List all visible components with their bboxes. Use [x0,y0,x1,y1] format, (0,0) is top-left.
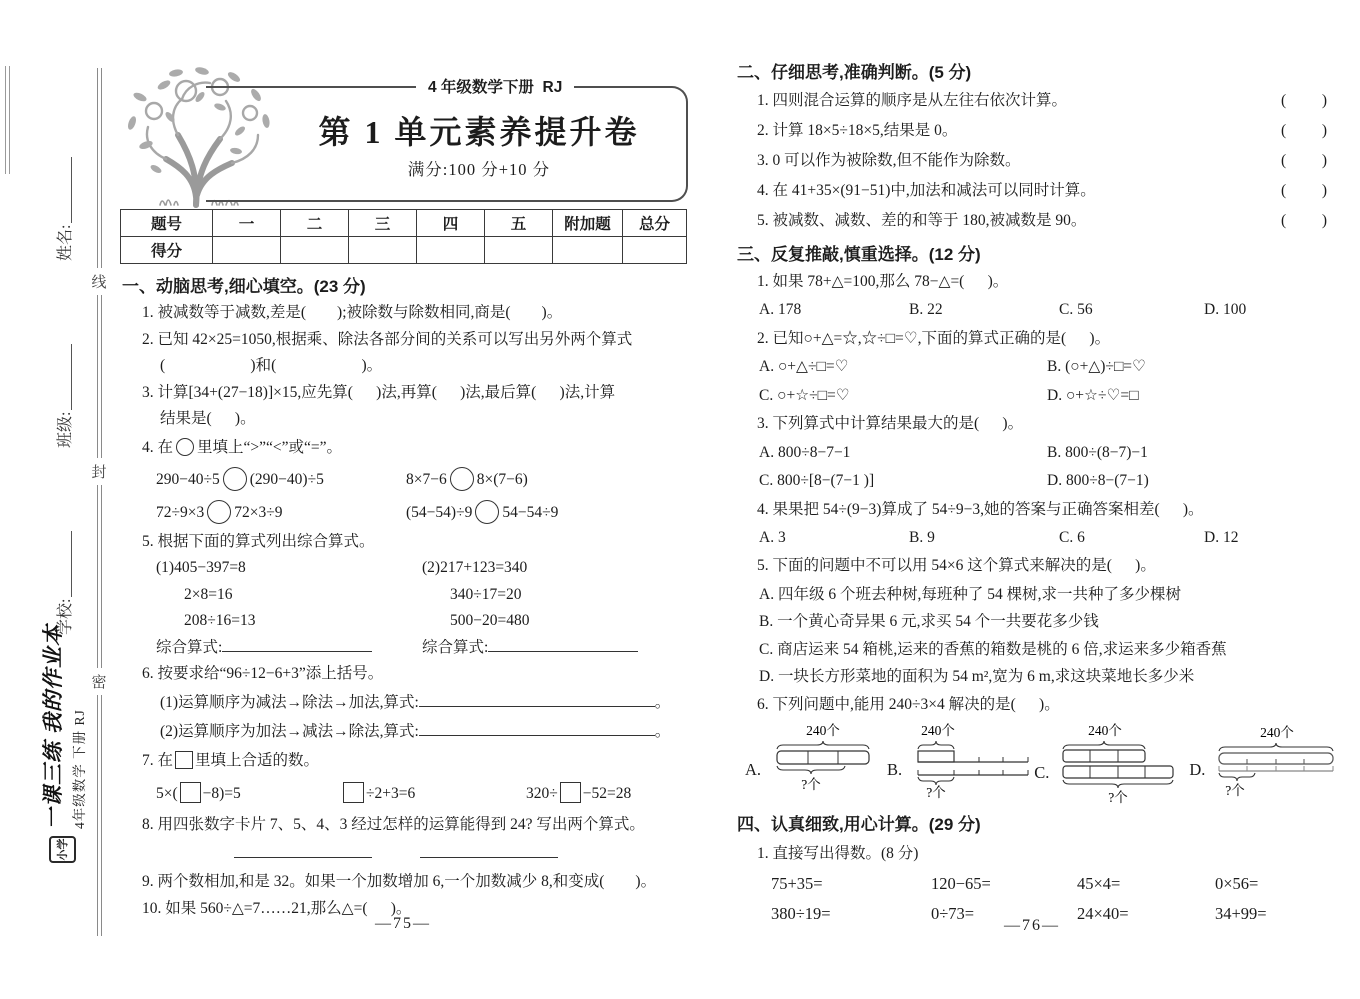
comparison-row: 290−40÷5 (290−40)÷5 8×7−6 8×(7−6) [122,463,702,496]
answer-blank [222,637,372,652]
score-header-cell: 题号 [121,210,213,237]
question-line: ( )和( )。 [160,357,383,374]
bar-model-d [1205,723,1339,799]
svg-text:240个: 240个 [921,723,956,738]
seal-double-line [97,68,102,936]
fill-box-row: 5×( −8)=5 ÷2+3=6 320÷ −52=28 [122,776,702,812]
student-class-field [51,298,75,448]
question-line: 10. 如果 560÷△=7……21,那么△=( )。 [142,899,412,917]
diagram-option-d [1189,723,1339,799]
question-line: 6. 按要求给“96÷12−6+3”添上括号。 [142,665,384,682]
composite-expression-row: 综合算式: 综合算式: [122,635,702,662]
seal-char-mi: 密 [86,668,112,695]
page-edge-mark [5,66,10,174]
brand-badge: 小学 [49,836,76,863]
seal-char-feng: 封 [86,458,112,485]
equation-line: 500−20=480 [450,612,530,629]
question-line: 3. 计算[34+(27−18)]×15,应先算( )法,再算( )法,最后算( )法,计算 [142,383,616,401]
score-cell [553,237,623,264]
score-header-cell: 附加题 [553,210,623,237]
section-2-heading: 二、仔细思考,准确判断。(5 分) [737,63,972,82]
svg-text:?个: ?个 [926,785,946,799]
options-row: A. 3 B. 9 C. 6 D. 12 [759,529,1239,546]
diagram-label: C. [1034,763,1050,782]
page-number-left: —75— [375,915,431,932]
judge-bracket: ( ) [1281,92,1327,109]
score-header-cell: 二 [281,210,349,237]
judge-bracket: ( ) [1281,152,1327,169]
score-header-cell: 三 [349,210,417,237]
diagram-label: A. [745,760,762,779]
question-line: 结果是( )。 [160,410,256,427]
svg-text:240个: 240个 [1088,723,1123,738]
section-1 [122,273,702,922]
question-line: 8. 用四张数字卡片 7、5、4、3 经过怎样的运算能得到 24? 写出两个算式。 [142,815,645,833]
option-line: B. 一个黄心奇异果 6 元,求买 54 个一共要花多少钱 [759,613,1099,630]
score-header-cell: 五 [485,210,553,237]
question-line: 1. 如果 78+△=100,那么 78−△=( )。 [757,273,1009,290]
option-line: A. 四年级 6 个班去种树,每班种了 54 棵树,求一共种了多少棵树 [759,585,1181,603]
options-row: A. 800÷8−7−1 B. 800÷(8−7)−1 [759,443,1148,461]
page-number-right: —76— [1004,917,1060,934]
score-cell [417,237,485,264]
question-line: 1. 直接写出得数。(8 分) [757,845,919,862]
score-cell [213,237,281,264]
score-table [120,209,687,264]
judge-item: 1. 四则混合运算的顺序是从左往右依次计算。 ( ) [737,86,1327,116]
brand-edition: 4年级数学 下册 RJ [71,709,87,829]
question-line: 6. 下列问题中,能用 240÷3×4 解决的是( )。 [757,695,1060,713]
answer-blank [488,637,638,652]
bar-model-diagrams [737,723,1327,805]
calculation-row: 75+35= 120−65= 45×4= 0×56= [771,874,1259,893]
score-table-score-row [121,237,687,264]
question-line: 5. 根据下面的算式列出综合算式。 [142,532,375,550]
score-header-cell: 一 [213,210,281,237]
answer-circle [450,467,474,491]
brand-series-title: 一课三练 我的作业本 [41,624,65,829]
answer-circle [475,500,499,524]
judge-bracket: ( ) [1281,182,1327,199]
svg-text:240个: 240个 [806,723,840,738]
brand-logo [31,527,93,863]
answer-circle [207,500,231,524]
judge-item: 4. 在 41+35×(91−51)中,加法和减法可以同时计算。 ( ) [737,176,1327,206]
answer-box [343,782,364,803]
bar-model-b [902,723,1034,799]
question-line: 2. 已知○+△=☆,☆÷□=♡,下面的算式正确的是( )。 [757,330,1111,347]
bar-model-a [761,723,887,799]
section-1-heading: 一、动脑思考,细心填空。(23 分) [122,277,366,296]
class-blank-line [71,344,72,410]
score-header-cell: 四 [417,210,485,237]
question-line: 7. 在 里填上合适的数。 [142,751,320,769]
book-tag: 4 年级数学下册 RJ [416,75,574,97]
equation-line: 2×8=16 [184,585,233,603]
diagram-label: B. [887,760,903,779]
judge-item: 2. 计算 18×5÷18×5,结果是 0。 ( ) [737,116,1327,146]
options-row: A. ○+△÷□=♡ B. (○+△)÷□=♡ [759,358,1146,375]
options-row: A. 178 B. 22 C. 56 D. 100 [759,301,1247,318]
equation-line: 208÷16=13 [184,612,256,629]
svg-text:240个: 240个 [1260,725,1295,740]
diagram-option-b [887,723,1034,799]
answer-box [175,751,193,769]
option-line: C. 商店运来 54 箱桃,运来的香蕉的箱数是桃的 6 倍,求运来多少箱香蕉 [759,640,1227,658]
score-cell [349,237,417,264]
equation-line: 340÷17=20 [450,585,522,603]
answer-blank [420,843,558,858]
judge-bracket: ( ) [1281,212,1327,229]
paper-title: 第 1 单元素养提升卷 [318,114,640,150]
svg-text:?个: ?个 [1225,783,1246,798]
calculation-row: 380÷19= 0÷73= 24×40= 34+99= [771,904,1267,923]
diagram-label: D. [1189,760,1206,779]
section-3-heading: 三、反复推敲,慎重选择。(12 分) [737,245,981,264]
question-line: 9. 两个数相加,和是 32。如果一个加数增加 6,一个加数减少 8,和变成( )。 [142,873,657,890]
score-row-label: 得分 [121,237,213,264]
question-line: 4. 在 里填上“>”“<”或“=”。 [142,438,343,456]
right-page-content [737,59,1327,929]
options-row: C. ○+☆÷□=♡ D. ○+☆÷♡=□ [759,386,1139,404]
answer-blank-row [122,838,702,869]
judge-bracket: ( ) [1281,122,1327,139]
score-cell [281,237,349,264]
answer-box [560,782,581,803]
judge-item: 5. 被减数、减数、差的和等于 180,被减数是 90。 ( ) [737,206,1327,236]
equation-line: (1)405−397=8 [156,559,246,576]
question-line: 5. 下面的问题中不可以用 54×6 这个算式来解决的是( )。 [757,557,1156,574]
equation-line: (2)217+123=340 [422,559,528,576]
school-label: 学校: [57,598,74,635]
score-cell [485,237,553,264]
student-name-field [51,111,75,261]
answer-blank [419,721,655,736]
bar-model-c [1049,723,1189,805]
svg-text:?个: ?个 [1108,790,1129,805]
name-blank-line [71,157,72,223]
diagram-option-c [1034,723,1189,805]
diagram-option-a [745,723,887,799]
question-line: (1)运算顺序为减法→除法→加法,算式: 。 [160,693,671,711]
question-line: (2)运算顺序为加法→减法→除法,算式: 。 [160,722,671,740]
score-table-header-row [121,210,687,237]
options-row: C. 800÷[8−(7−1 )] D. 800÷8−(7−1) [759,472,1149,489]
answer-circle [223,467,247,491]
answer-circle [176,438,194,456]
judge-item: 3. 0 可以作为被除数,但不能作为除数。 ( ) [737,146,1327,176]
question-line: 1. 被减数等于减数,差是( );被除数与除数相同,商是( )。 [142,304,563,321]
name-label: 姓名: [57,224,74,261]
seal-char-xian: 线 [86,268,112,295]
svg-text:?个: ?个 [801,777,821,792]
equation-columns [122,555,702,635]
question-line: 4. 果果把 54÷(9−3)算成了 54÷9−3,她的答案与正确答案相差( )。 [757,500,1204,518]
paper-subtitle: 满分:100 分+10 分 [407,160,551,179]
answer-blank [234,843,372,858]
section-4-heading: 四、认真细致,用心计算。(29 分) [737,815,981,834]
score-cell [623,237,687,264]
comparison-row: 72÷9×3 72×3÷9 (54−54)÷9 54−54÷9 [122,496,702,529]
answer-blank [419,692,655,707]
question-line: 3. 下列算式中计算结果最大的是( )。 [757,415,1024,432]
answer-box [180,782,201,803]
option-line: D. 一块长方形菜地的面积为 54 m²,宽为 6 m,求这块菜地长多少米 [759,668,1195,685]
score-header-cell: 总分 [623,210,687,237]
question-line: 2. 已知 42×25=1050,根据乘、除法各部分间的关系可以写出另外两个算式 [142,330,633,348]
class-label: 班级: [57,411,74,448]
